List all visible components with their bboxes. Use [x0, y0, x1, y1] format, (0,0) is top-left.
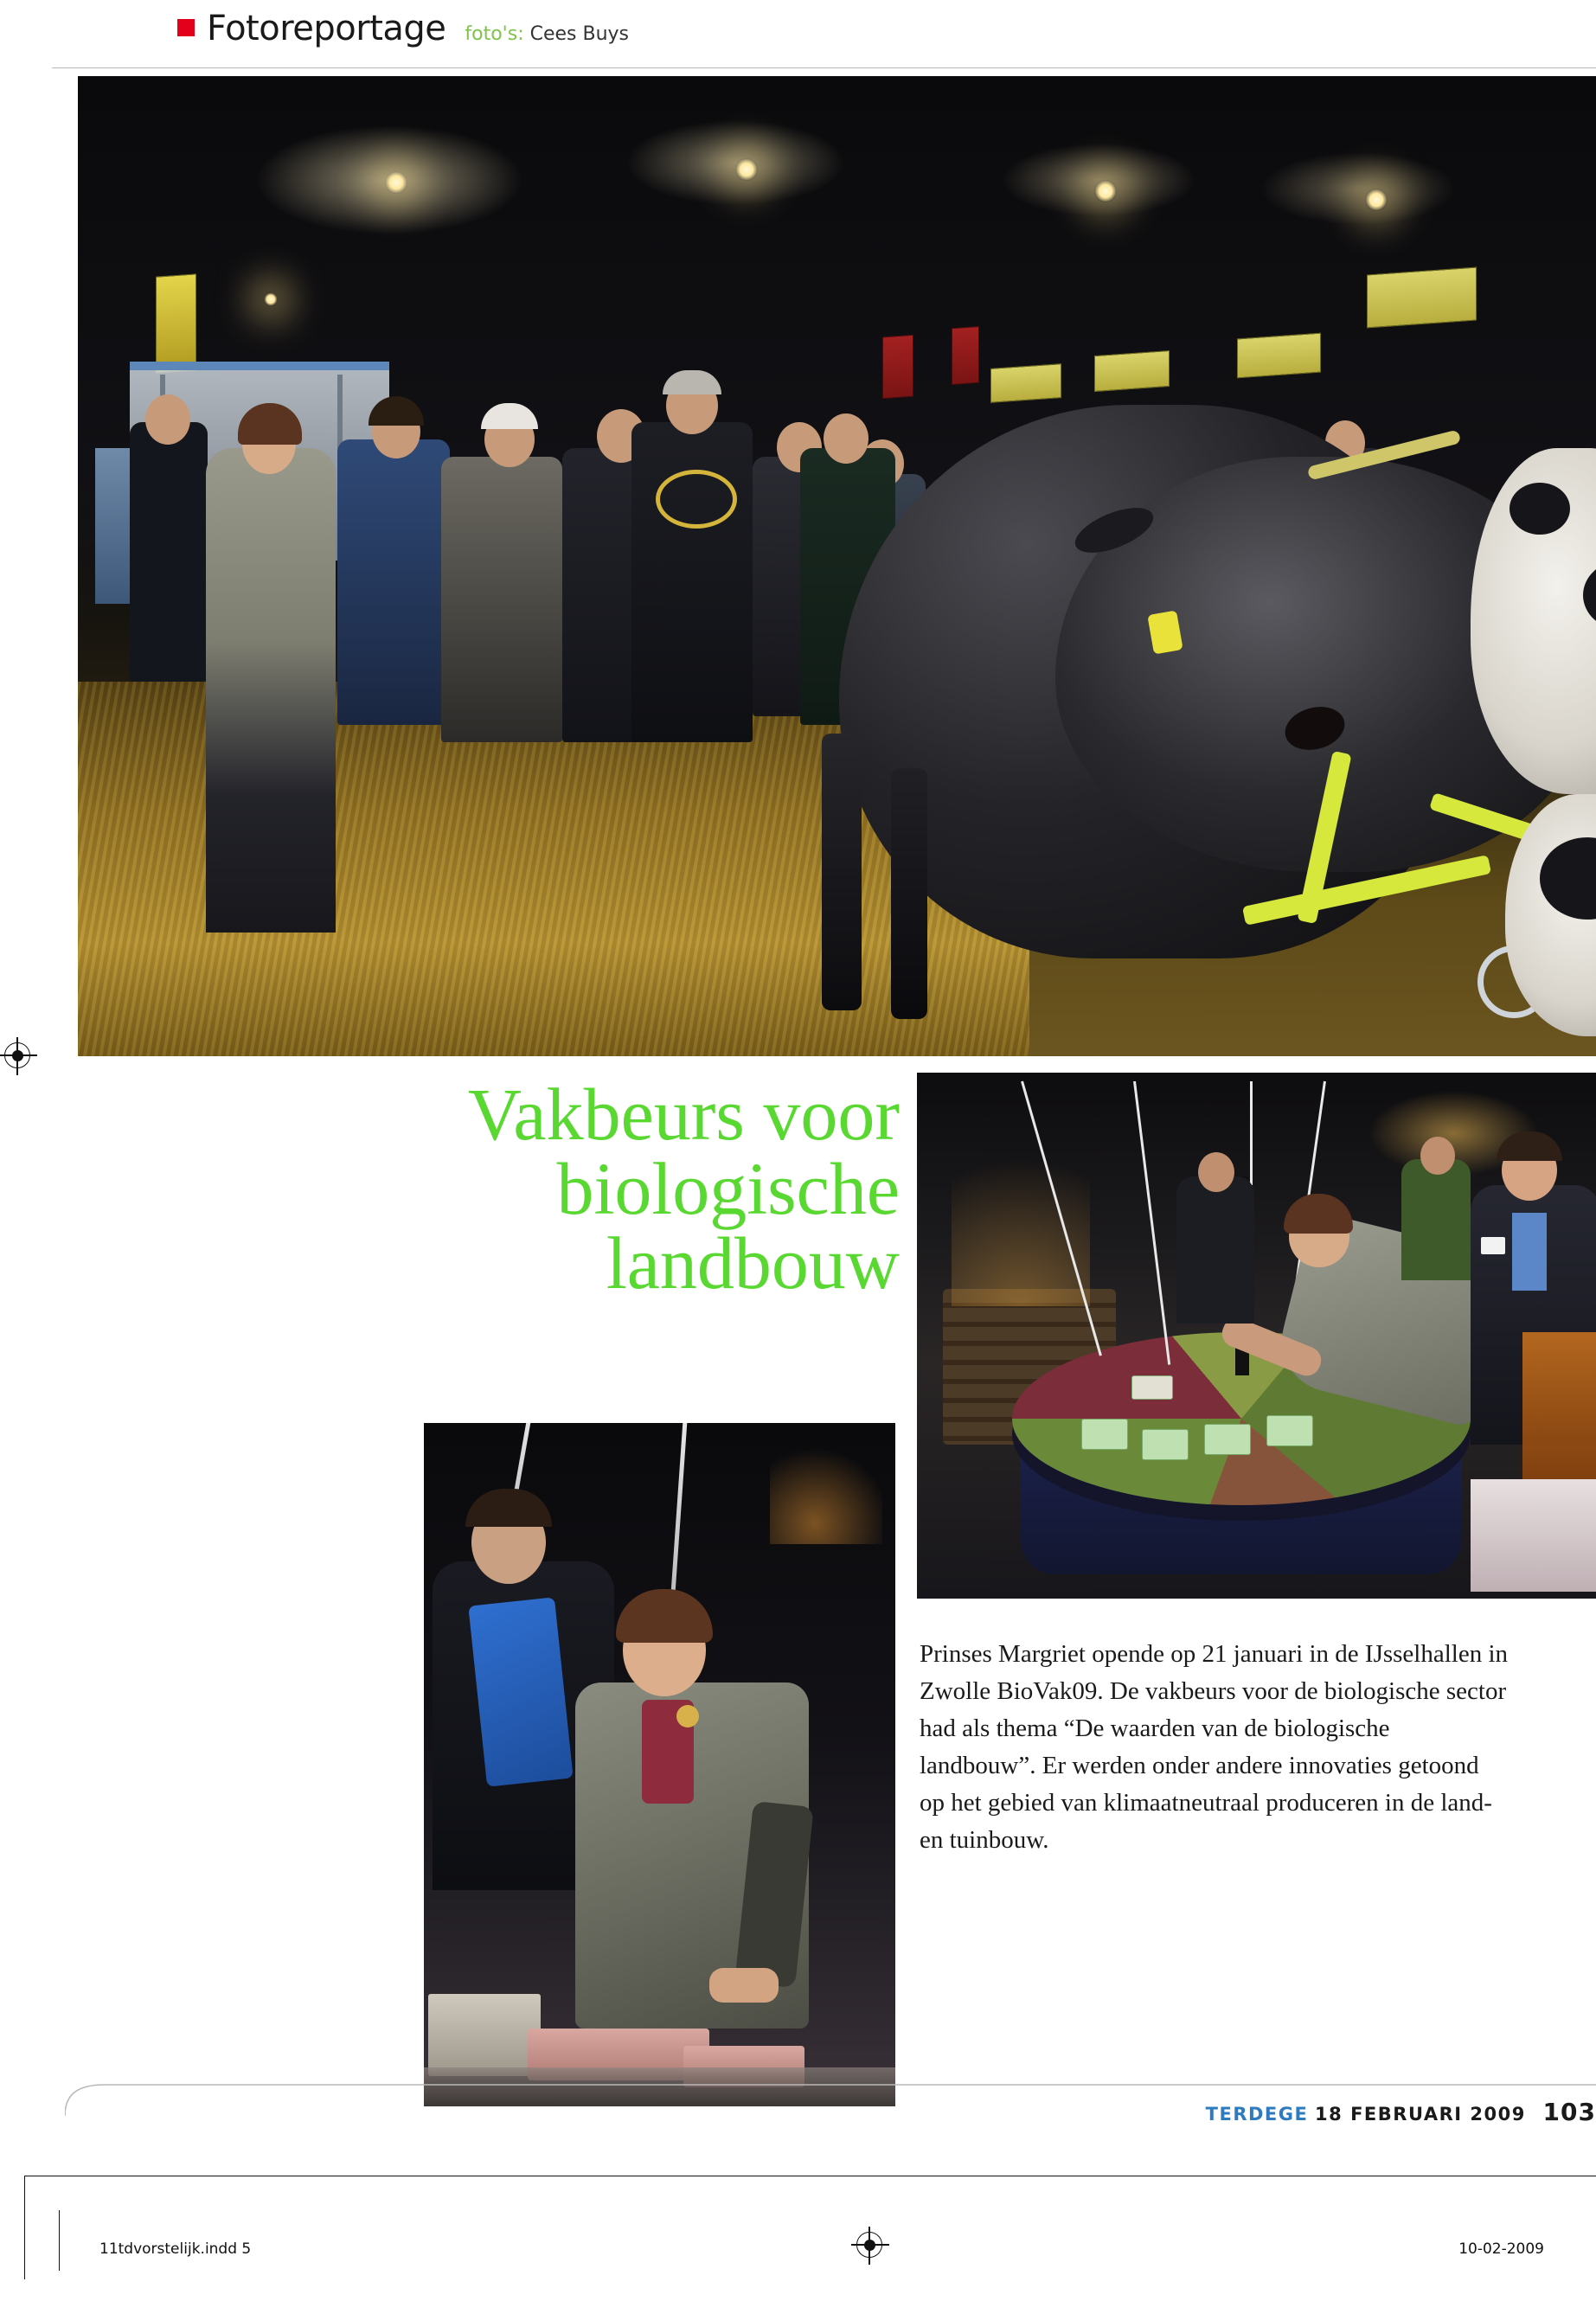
cow-spot: [1509, 483, 1570, 535]
decor-tree: [952, 1107, 1090, 1306]
person-head: [1420, 1137, 1455, 1175]
photo-topright-table: [917, 1073, 1596, 1599]
magazine-name: TERDEGE: [1205, 2104, 1309, 2125]
hall-banner: [156, 273, 196, 373]
page-title: [260, 1073, 900, 1304]
person-head: [145, 394, 190, 445]
slug-date: 10-02-2009: [1458, 2240, 1544, 2258]
chain-of-office-icon: [656, 470, 737, 529]
display-box: [428, 1994, 541, 2076]
registration-mark-icon: [856, 2232, 882, 2258]
decor-branches: [770, 1440, 882, 1544]
spotlight-icon: [385, 171, 407, 194]
hall-banner: [990, 363, 1061, 403]
cow-leg: [891, 768, 927, 1019]
display-block: [1081, 1419, 1128, 1450]
person-shirt: [1512, 1213, 1547, 1291]
crowd-person: [337, 439, 450, 725]
photo-bottomleft-princess: [424, 1423, 895, 2106]
section-label: Fotoreportage: [207, 9, 446, 48]
crowd-person: [441, 457, 562, 742]
display-block: [1142, 1429, 1189, 1460]
slug-filename: 11tdvorstelijk.indd 5: [99, 2240, 252, 2258]
headline-line-1: Vakbeurs voor: [467, 1073, 900, 1156]
registration-mark-icon: [4, 1042, 30, 1068]
booth-trim: [130, 362, 389, 370]
photo-credit-name: Cees Buys: [529, 23, 630, 45]
headline-line-2: biologische: [556, 1147, 900, 1230]
display-block: [1131, 1375, 1173, 1400]
header-divider: [52, 67, 1596, 68]
crowd-person: [1401, 1159, 1471, 1280]
page-number: 103: [1542, 2098, 1596, 2126]
crowd-person: [130, 422, 208, 682]
red-square-icon: [177, 19, 195, 36]
folio: [0, 2098, 1596, 2126]
spotlight-icon: [1094, 180, 1117, 202]
crop-mark-vertical: [24, 2176, 25, 2279]
brooch-icon: [676, 1705, 699, 1727]
display-block: [1204, 1424, 1251, 1455]
crowd-person: [1176, 1176, 1254, 1324]
crop-mark-vertical: [59, 2210, 60, 2271]
issue-date: 18 FEBRUARI 2009: [1315, 2104, 1526, 2125]
suspension-wire: [1250, 1081, 1253, 1185]
cow-leg: [822, 734, 862, 1010]
spotlight-icon: [735, 158, 758, 181]
crowd-person-princess: [206, 448, 336, 933]
hall-banner: [882, 335, 913, 400]
hall-banner: [952, 326, 979, 385]
photo-credit-label: foto's:: [465, 23, 524, 45]
hall-banner: [1094, 350, 1170, 392]
spotlight-icon: [1365, 189, 1388, 211]
hall-banner: [1237, 333, 1321, 379]
display-block: [1266, 1415, 1313, 1446]
person-head: [1198, 1152, 1234, 1192]
hall-banner: [1367, 267, 1477, 329]
person-head: [824, 413, 869, 464]
page-header: [177, 9, 1596, 61]
photo-main-cows: [78, 76, 1596, 1056]
person-hand: [709, 1968, 779, 2003]
article-body: Prinses Margriet opende op 21 januari in de IJsselhallen in Zwolle BioVak09. De vakbeurs voor de biologische sector had als thema “De waarden van de biologische landbouw”. Er werden onder andere innovaties getoond op het gebied van klimaatneutraal produceren in de land- en tuinbouw.: [920, 1640, 1509, 1854]
name-badge: [1481, 1237, 1505, 1254]
headline-line-3: landbouw: [606, 1221, 900, 1304]
display-panel: [1471, 1479, 1596, 1592]
photo-credit: [465, 23, 629, 45]
spotlight-icon: [264, 292, 278, 306]
